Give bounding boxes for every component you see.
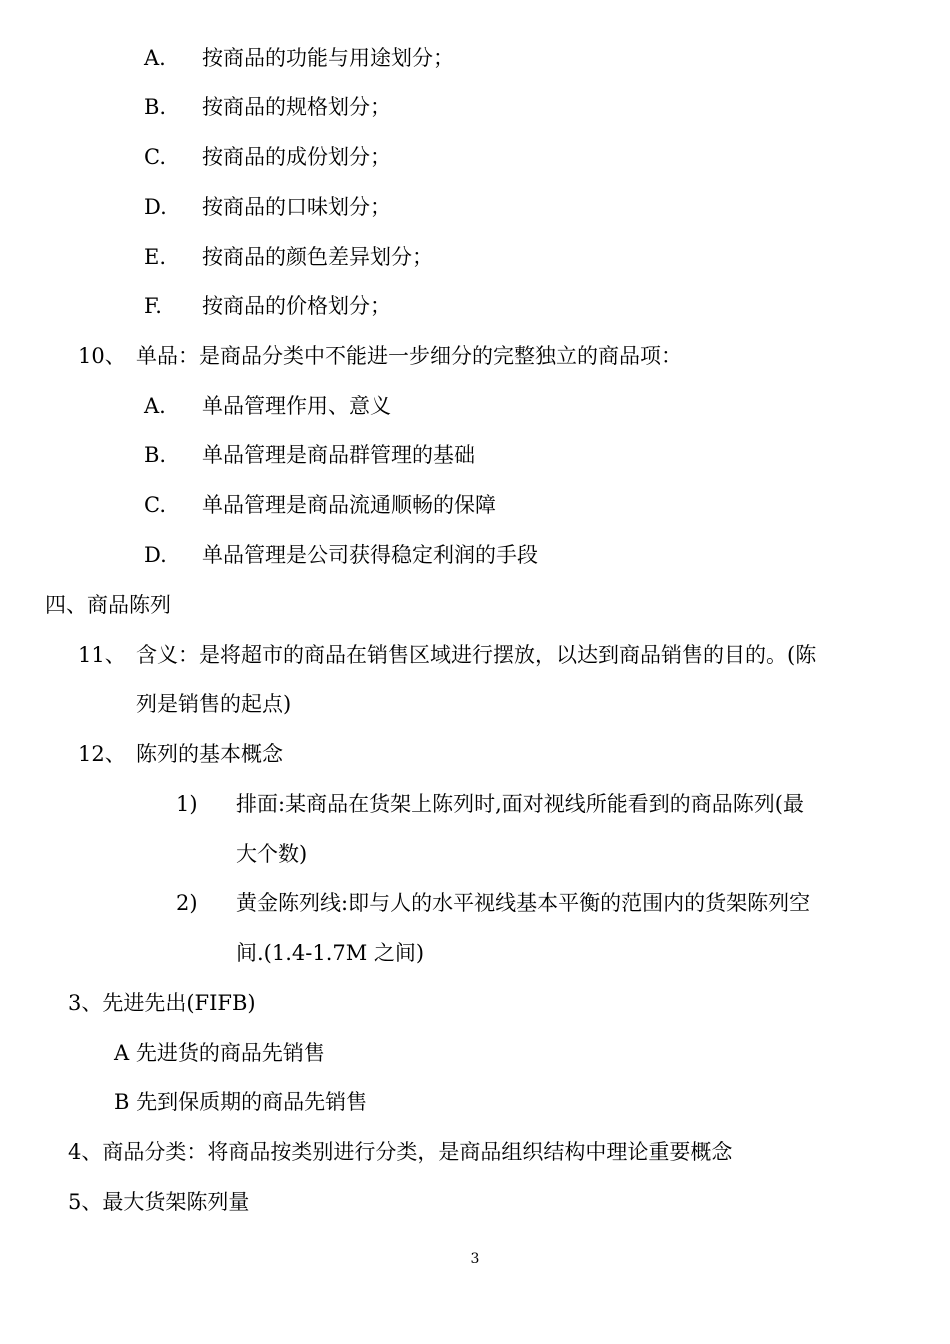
option-text: 按商品的价格划分； <box>202 294 391 318</box>
option-text: 单品管理是商品群管理的基础 <box>202 443 475 467</box>
option-text: 按商品的功能与用途划分； <box>202 46 454 70</box>
option-text: 按商品的口味划分； <box>202 195 391 219</box>
question-line <box>78 740 283 768</box>
section-heading: 四、商品陈列 <box>45 593 171 617</box>
option-line <box>144 541 538 569</box>
option-text: 单品管理是商品流通顺畅的保障 <box>202 493 496 517</box>
option-marker: B. <box>144 443 167 467</box>
question-number: 12、 <box>78 742 126 766</box>
sub-item-text: 黄金陈列线:即与人的水平视线基本平衡的范围内的货架陈列空 <box>236 891 811 915</box>
option-marker: D. <box>144 195 167 219</box>
option-marker: D. <box>144 543 167 567</box>
sub-item-text-continued: 间.(1.4-1.7M 之间) <box>236 941 425 965</box>
sub-item-text: 排面:某商品在货架上陈列时,面对视线所能看到的商品陈列(最 <box>236 792 804 816</box>
question-text-continued: 列是销售的起点) <box>136 692 292 716</box>
sub-item-marker: 2) <box>176 891 198 915</box>
list-sub-item: A 先进货的商品先销售 <box>114 1041 325 1065</box>
option-marker: A. <box>144 394 166 418</box>
option-line <box>144 44 454 72</box>
option-line <box>144 243 433 271</box>
list-item: 5、最大货架陈列量 <box>68 1190 250 1214</box>
option-marker: F. <box>144 294 162 318</box>
option-line <box>144 491 496 519</box>
option-text: 单品管理作用、意义 <box>202 394 391 418</box>
option-marker: E. <box>144 245 167 269</box>
question-number: 11、 <box>78 643 126 667</box>
page-number: 3 <box>470 1251 480 1267</box>
option-marker: C. <box>144 493 166 517</box>
option-line <box>144 193 391 221</box>
list-item: 3、先进先出(FIFB) <box>68 991 256 1015</box>
option-text: 单品管理是公司获得稳定利润的手段 <box>202 543 538 567</box>
option-text: 按商品的颜色差异划分； <box>202 245 433 269</box>
list-sub-item: B 先到保质期的商品先销售 <box>114 1090 368 1114</box>
option-line <box>144 292 391 320</box>
sub-item-marker: 1) <box>176 792 198 816</box>
option-line <box>144 441 475 469</box>
question-text: 含义：是将超市的商品在销售区域进行摆放，以达到商品销售的目的。(陈 <box>136 643 817 667</box>
question-text: 陈列的基本概念 <box>136 742 283 766</box>
option-text: 按商品的成份划分； <box>202 145 391 169</box>
option-marker: C. <box>144 145 166 169</box>
sub-item-text-continued: 大个数) <box>236 842 308 866</box>
option-line <box>144 143 391 171</box>
option-marker: B. <box>144 95 167 119</box>
list-item: 4、商品分类：将商品按类别进行分类，是商品组织结构中理论重要概念 <box>68 1140 733 1164</box>
option-text: 按商品的规格划分； <box>202 95 391 119</box>
question-line <box>78 641 816 669</box>
option-line <box>144 93 391 121</box>
option-marker: A. <box>144 46 166 70</box>
question-text: 单品：是商品分类中不能进一步细分的完整独立的商品项： <box>136 344 682 368</box>
option-line <box>144 392 391 420</box>
question-number: 10、 <box>78 344 126 368</box>
question-line <box>78 342 682 370</box>
sub-item-line <box>176 790 804 818</box>
sub-item-line <box>176 889 810 917</box>
